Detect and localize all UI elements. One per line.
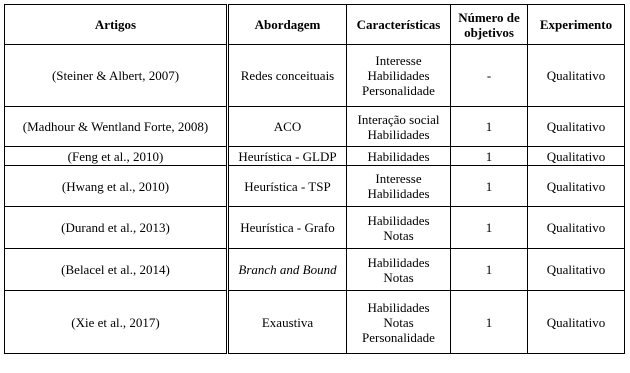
cell-experimento: Qualitativo: [528, 291, 625, 354]
header-numero-de-objetivos: [451, 5, 528, 45]
caracteristica-item: Personalidade: [362, 329, 435, 345]
cell-artigo: (Feng et al., 2010): [5, 147, 228, 166]
comparison-table-container: [4, 4, 625, 354]
cell-abordagem: Heurística - GLDP: [228, 147, 347, 166]
table-row: [5, 291, 625, 354]
table-row: [5, 249, 625, 291]
cell-objetivos: 1: [451, 291, 528, 354]
cell-experimento: Qualitativo: [528, 147, 625, 166]
caracteristica-item: Interação social: [357, 111, 440, 127]
cell-artigo: (Hwang et al., 2010): [5, 166, 228, 207]
table-row: [5, 166, 625, 207]
caracteristica-item: Interesse: [375, 53, 422, 68]
header-artigos: Artigos: [5, 5, 228, 45]
caracteristica-item: Habilidades: [367, 212, 430, 228]
comparison-table: [4, 4, 625, 354]
cell-abordagem: ACO: [228, 107, 347, 147]
cell-abordagem: Heurística - Grafo: [228, 207, 347, 249]
header-objetivos-line-2: objetivos: [464, 24, 514, 40]
caracteristica-item: Habilidades: [367, 254, 430, 270]
caracteristica-item: Interesse: [375, 171, 422, 186]
cell-caracteristicas: [347, 291, 451, 354]
caracteristica-item: Habilidades: [367, 68, 430, 83]
cell-objetivos: 1: [451, 166, 528, 207]
cell-abordagem: Heurística - TSP: [228, 166, 347, 207]
cell-objetivos: 1: [451, 207, 528, 249]
cell-caracteristicas: [347, 147, 451, 166]
caracteristica-item: Habilidades: [367, 126, 430, 142]
header-caracteristicas: Características: [347, 5, 451, 45]
cell-caracteristicas: [347, 207, 451, 249]
cell-experimento: Qualitativo: [528, 166, 625, 207]
cell-abordagem: Branch and Bound: [228, 249, 347, 291]
cell-objetivos: 1: [451, 249, 528, 291]
cell-experimento: Qualitativo: [528, 249, 625, 291]
cell-experimento: Qualitativo: [528, 107, 625, 147]
cell-caracteristicas: [347, 249, 451, 291]
cell-abordagem: Exaustiva: [228, 291, 347, 354]
cell-artigo: (Madhour & Wentland Forte, 2008): [5, 107, 228, 147]
caracteristica-item: Personalidade: [362, 83, 435, 98]
header-abordagem: Abordagem: [228, 5, 347, 45]
cell-objetivos: -: [451, 45, 528, 107]
table-row: [5, 45, 625, 107]
cell-caracteristicas: [347, 45, 451, 107]
table-row: [5, 147, 625, 166]
cell-artigo: (Steiner & Albert, 2007): [5, 45, 228, 107]
caracteristica-item: Habilidades: [367, 148, 430, 164]
caracteristica-item: Notas: [383, 314, 414, 330]
cell-abordagem: Redes conceituais: [228, 45, 347, 107]
cell-experimento: Qualitativo: [528, 207, 625, 249]
table-header-row: [5, 5, 625, 45]
cell-caracteristicas: [347, 107, 451, 147]
cell-artigo: (Belacel et al., 2014): [5, 249, 228, 291]
table-row: [5, 207, 625, 249]
caracteristica-item: Notas: [383, 227, 414, 243]
cell-caracteristicas: [347, 166, 451, 207]
header-objetivos-line-1: Número de: [458, 9, 520, 25]
cell-artigo: (Xie et al., 2017): [5, 291, 228, 354]
cell-artigo: (Durand et al., 2013): [5, 207, 228, 249]
cell-objetivos: 1: [451, 107, 528, 147]
caracteristica-item: Habilidades: [367, 299, 430, 315]
cell-experimento: Qualitativo: [528, 45, 625, 107]
table-row: [5, 107, 625, 147]
cell-objetivos: 1: [451, 147, 528, 166]
caracteristica-item: Habilidades: [367, 186, 430, 201]
caracteristica-item: Notas: [383, 269, 414, 285]
header-experimento: Experimento: [528, 5, 625, 45]
